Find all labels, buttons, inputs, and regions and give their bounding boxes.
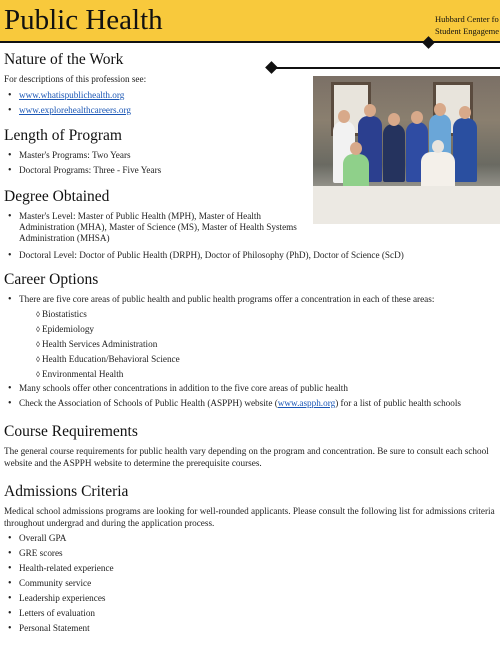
course-requirements-text: The general course requirements for public health vary depending on the program and concentration. Be sure to consult each school website and the ASPPH website to determine the prerequisite courses. bbox=[4, 446, 489, 468]
list-item: ◊ Biostatistics bbox=[36, 309, 87, 319]
diamond-bullet-icon: ◊ bbox=[36, 310, 40, 319]
list-item: ◊ Health Education/Behavioral Science bbox=[36, 354, 180, 364]
list-item: ◊ Environmental Health bbox=[36, 369, 124, 379]
divider-line bbox=[275, 67, 500, 69]
list-item: ◊ Health Services Administration bbox=[36, 339, 158, 349]
list-item: • Many schools offer other concentrations in addition to the five core areas of public health bbox=[8, 383, 461, 394]
heading-course-requirements: Course Requirements bbox=[4, 423, 138, 440]
heading-career-options: Career Options bbox=[4, 271, 99, 288]
list-item: • Check the Association of Schools of Public Health (ASPPH) website (www.aspph.org) for a list of public health schools bbox=[8, 398, 461, 409]
divider-diamond-ornament bbox=[265, 61, 278, 74]
list-item: • Master's Level: Master of Public Health (MPH), Master of Health Administration (MHA), Master of Science (MS), Master of Health Systems Administration (MHSA) bbox=[8, 211, 298, 244]
heading-degree-obtained: Degree Obtained bbox=[4, 188, 110, 205]
list-item: • There are five core areas of public health and public health programs offer a concentration in each of these areas: bbox=[8, 294, 434, 305]
degree-list bbox=[8, 211, 298, 248]
core-areas-list bbox=[36, 309, 180, 384]
career-more-list bbox=[8, 383, 461, 413]
org-name: Hubbard Center fo Student Engageme bbox=[435, 14, 499, 36]
list-item: • Letters of evaluation bbox=[8, 608, 114, 619]
list-item: • Doctoral Programs: Three - Five Years bbox=[8, 165, 161, 176]
diamond-bullet-icon: ◊ bbox=[36, 340, 40, 349]
list-item bbox=[8, 105, 131, 116]
admissions-text: Medical school admissions programs are looking for well-rounded applicants. Please consult the following list for admissions criteria throughout undergrad and during the application process. bbox=[4, 506, 495, 528]
career-intro-list bbox=[8, 294, 434, 309]
list-item bbox=[8, 90, 131, 101]
list-item: • Community service bbox=[8, 578, 114, 589]
link-explorehealthcareers[interactable]: www.explorehealthcareers.org bbox=[19, 105, 131, 115]
heading-nature-of-work: Nature of the Work bbox=[4, 51, 124, 68]
list-item: • Health-related experience bbox=[8, 563, 114, 574]
admissions-list bbox=[8, 533, 114, 638]
list-item: • Personal Statement bbox=[8, 623, 114, 634]
header-banner bbox=[0, 0, 500, 43]
diamond-bullet-icon: ◊ bbox=[36, 325, 40, 334]
diamond-bullet-icon: ◊ bbox=[36, 370, 40, 379]
list-item: • GRE scores bbox=[8, 548, 114, 559]
list-item: • Doctoral Level: Doctor of Public Health (DRPH), Doctor of Philosophy (PhD), Doctor of Science (ScD) bbox=[8, 250, 404, 261]
diamond-bullet-icon: ◊ bbox=[36, 355, 40, 364]
nature-intro: For descriptions of this profession see: bbox=[4, 74, 147, 84]
link-whatispublichealth[interactable]: www.whatispublichealth.org bbox=[19, 90, 125, 100]
heading-admissions-criteria: Admissions Criteria bbox=[4, 483, 129, 500]
list-item: • Leadership experiences bbox=[8, 593, 114, 604]
heading-length-of-program: Length of Program bbox=[4, 127, 122, 144]
list-item: ◊ Epidemiology bbox=[36, 324, 95, 334]
list-item: • Master's Programs: Two Years bbox=[8, 150, 161, 161]
page-title: Public Health bbox=[4, 4, 163, 36]
list-item: • Overall GPA bbox=[8, 533, 114, 544]
group-photo bbox=[313, 76, 500, 224]
nature-link-list bbox=[8, 90, 131, 120]
degree-list-doctoral bbox=[8, 250, 404, 265]
link-aspph[interactable]: www.aspph.org bbox=[277, 398, 336, 408]
length-list bbox=[8, 150, 161, 180]
